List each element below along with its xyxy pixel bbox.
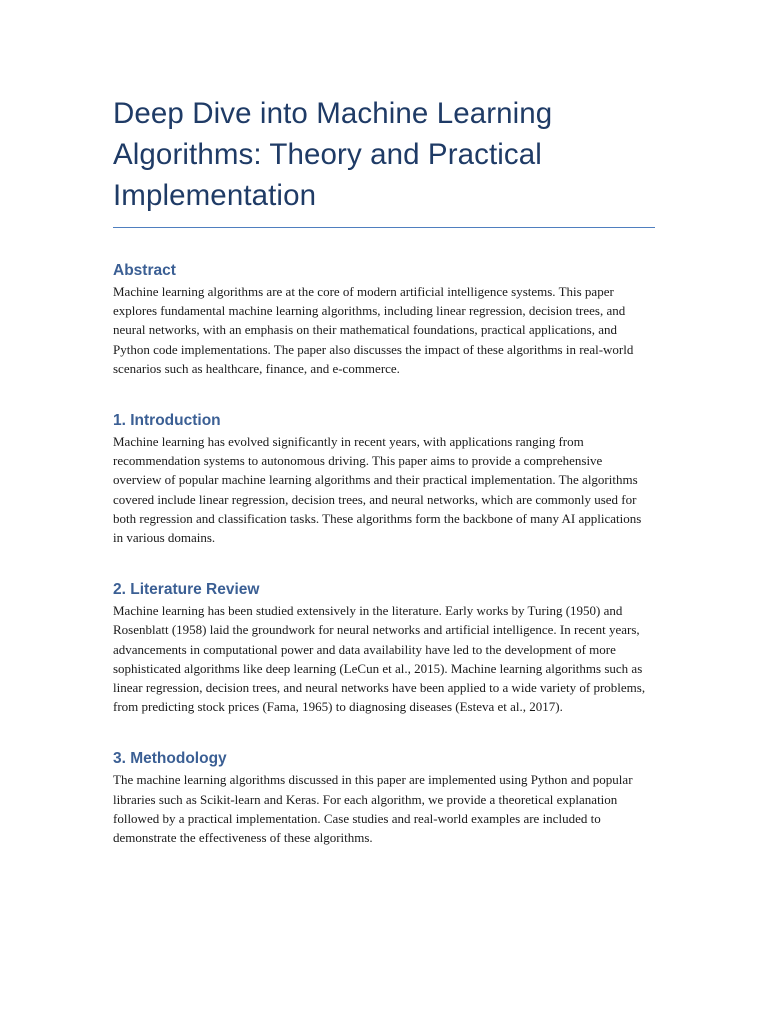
literature-review-body: Machine learning has been studied extensively in the literature. Early works by Turing (1950) and Rosenblatt (1958) laid the groundwork for neural networks and artificial intelligence. In recent years, advancements in computational power and data availability have led to the development of more sophisticated algorithms like deep learning (LeCun et al., 2015). Machine learning algorithms such as linear regression, decision trees, and neural networks have been applied to a wide variety of problems, from predicting stock prices (Fama, 1965) to diagnosing diseases (Esteva et al., 2017). bbox=[113, 603, 646, 715]
introduction-section bbox=[113, 410, 655, 547]
methodology-body: The machine learning algorithms discussed in this paper are implemented using Python and popular libraries such as Scikit-learn and Keras. For each algorithm, we provide a theoretical explanation followed by a practical implementation. Case studies and real-world examples are included to demonstrate the effectiveness of these algorithms. bbox=[113, 772, 633, 846]
document-title: Deep Dive into Machine Learning Algorithms: Theory and Practical Implementation bbox=[113, 97, 553, 212]
methodology-section bbox=[113, 748, 655, 847]
title-underline-rule bbox=[113, 227, 655, 228]
introduction-heading: 1. Introduction bbox=[113, 412, 221, 430]
introduction-body: Machine learning has evolved significantly in recent years, with applications ranging from recommendation systems to autonomous driving. This paper aims to provide a comprehensive overview of popular machine learning algorithms and their practical implementation. The algorithms covered include linear regression, decision trees, and neural networks, which are commonly used for both regression and classification tasks. These algorithms form the backbone of many AI applications in various domains. bbox=[113, 434, 642, 546]
literature-review-section bbox=[113, 579, 655, 716]
literature-review-heading: 2. Literature Review bbox=[113, 581, 260, 599]
methodology-heading: 3. Methodology bbox=[113, 750, 227, 768]
abstract-heading: Abstract bbox=[113, 262, 176, 279]
abstract-section bbox=[113, 260, 655, 378]
document-content bbox=[113, 93, 655, 847]
abstract-body: Machine learning algorithms are at the core of modern artificial intelligence systems. This paper explores fundamental machine learning algorithms, including linear regression, decision trees, and neural networks, with an emphasis on their mathematical foundations, practical applications, and Python code implementations. The paper also discusses the impact of these algorithms in real-world scenarios such as healthcare, finance, and e-commerce. bbox=[113, 284, 634, 376]
